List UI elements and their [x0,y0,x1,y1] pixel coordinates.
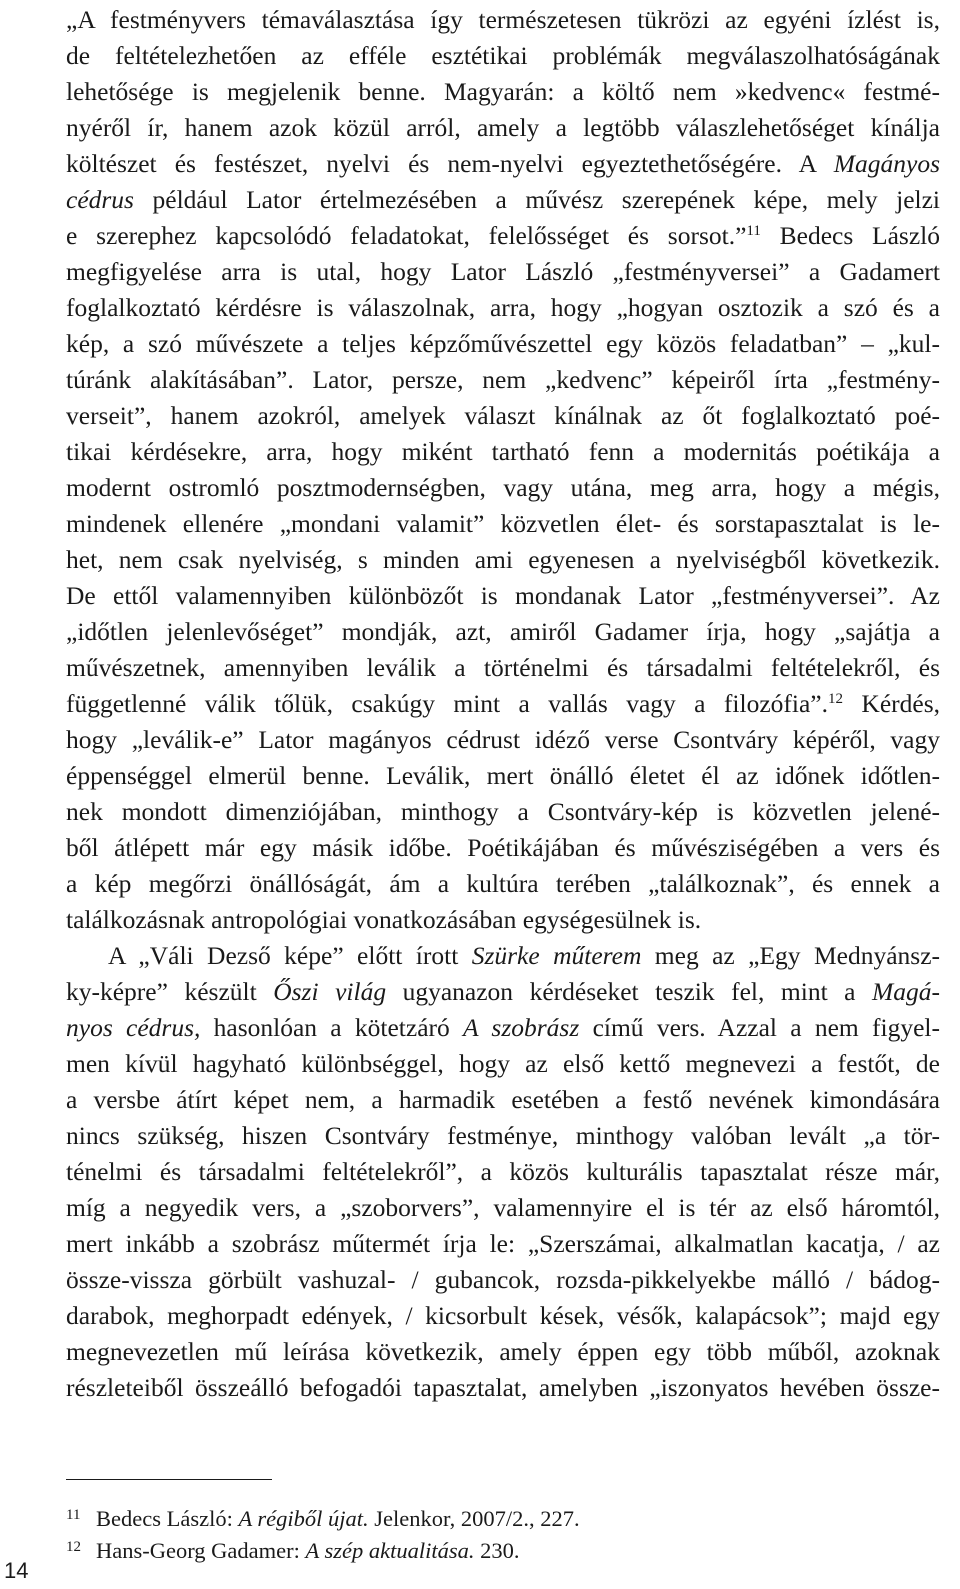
body-line: részleteiből összeálló befogadói tapasztalat, amelyben „iszonyatos hevében össze- [66,1373,940,1402]
italic-title: Magá- [872,977,940,1006]
body-line: „időtlen jelenlevőséget” mondják, azt, amiről Gadamer írja, hogy „sajátja a [66,617,940,646]
body-line: találkozásnak antropológiai vonatkozásában egységesülnek is. [66,905,702,934]
body-line: verseit”, hanem azokról, amelyek választ kínálnak az őt foglalkoztató poé- [66,401,940,430]
footnote-ref: 11 [746,223,761,239]
footnote: 11 Bedecs László: A régiből újat. Jelenkor, 2007/2., 227. [66,1500,940,1534]
italic-title: Magányos [833,149,940,178]
body-line [66,1406,940,1442]
body-line: lehetősége is megjelenik benne. Magyarán: a költő nem »kedvenc« festmé- [66,77,940,106]
body-line: míg a negyedik vers, a „szoborvers”, valamennyire el is tér az első háromtól, [66,1193,940,1222]
footnote-number: 11 [66,1507,81,1523]
footnote-number: 12 [66,1539,81,1555]
body-line: ky-képre” készült Őszi világ ugyanazon kérdéseket teszik fel, mint a Magá- [66,977,940,1006]
italic-title: A régiből újat. [238,1506,369,1531]
body-line: e szerephez kapcsolódó feladatokat, felelősséget és sorsot.”$^{11}$ Bedecs László [66,221,940,250]
body-line: modernt ostromló posztmodernségben, vagy utána, meg arra, hogy a mégis, [66,473,940,502]
body-line: művészetnek, amennyiben leválik a történelmi és társadalmi feltételekről, és [66,653,940,682]
body-line: nek mondott dimenziójában, minthogy a Csontváry-kép is közvetlen jelené- [66,797,940,826]
body-line: foglalkoztató kérdésre is válaszolnak, arra, hogy „hogyan osztozik a szó és a [66,293,940,322]
body-line: megfigyelése arra is utal, hogy Lator László „festményversei” a Gadamert [66,257,940,286]
italic-title: nyos cédrus, [66,1013,201,1042]
body-line: éppenséggel elmerül benne. Leválik, mert önálló életet él az időnek időtlen- [66,761,940,790]
footnote-divider [66,1479,272,1480]
footnote-ref: 12 [827,691,843,707]
body-line: függetlenné válik tőlük, csakúgy mint a vallás vagy a filozófia”.$^{12}$ Kérdés, [66,689,940,718]
body-line: nincs szükség, hiszen Csontváry festménye, minthogy valóban levált „a tör- [66,1121,940,1150]
body-line: darabok, meghorpadt edények, / kicsorbult kések, vésők, kalapácsok”; majd egy [66,1301,940,1330]
body-line: nyéről ír, hanem azok közül arról, amely a legtöbb válaszlehetőséget kínálja [66,113,940,142]
body-line: De ettől valamennyiben különbözőt is mondanak Lator „festményversei”. Az [66,581,940,610]
body-line: a kép megőrzi önállóságát, ám a kultúra terében „találkoznak”, és ennek a [66,869,940,898]
body-line: het, nem csak nyelviség, s minden ami egyenesen a nyelviségből következik. [66,545,940,574]
italic-title: A szobrász [463,1013,580,1042]
body-line: kép, a szó művészete a teljes képzőművészettel egy közös feladatban” – „kul- [66,329,940,358]
body-line: össze-vissza görbült vashuzal- / gubancok, rozsda-pikkelyekbe málló / bádog- [66,1265,940,1294]
body-line: nyos cédrus, hasonlóan a kötetzáró A szobrász című vers. Azzal a nem figyel- [66,1013,940,1042]
body-line: mindenek ellenére „mondani valamit” közvetlen élet- és sorstapasztalat is le- [66,509,940,538]
italic-title: cédrus [66,185,134,214]
body-line: „A festményvers témaválasztása így természetesen tükrözi az egyéni ízlést is, [66,5,940,34]
body-line: tikai kérdésekre, arra, hogy miként tartható fenn a modernitás poétikája a [66,437,940,466]
body-line: cédrus például Lator értelmezésében a művész szerepének képe, mely jelzi [66,185,940,214]
footnote: 12 Hans-Georg Gadamer: A szép aktualitása. 230. [66,1532,940,1566]
body-line: megnevezetlen mű leírása következik, amely éppen egy több műből, azoknak [66,1337,940,1366]
italic-title: Szürke műterem [471,941,642,970]
italic-title: Őszi világ [273,977,387,1006]
body-line: hogy „leválik-e” Lator magányos cédrust idéző verse Csontváry képéről, vagy [66,725,940,754]
body-line: túránk alakításában”. Lator, persze, nem „kedvenc” képeiről írta „festmény- [66,365,940,394]
page-number: 14 [4,1558,29,1583]
body-line: men kívül hagyható különbséggel, hogy az első kettő megnevezi a festőt, de [66,1049,940,1078]
body-line: költészet és festészet, nyelvi és nem-nyelvi egyeztethetőségére. A Magányos [66,149,940,178]
body-line: a versbe átírt képet nem, a harmadik esetében a festő nevének kimondására [66,1085,940,1114]
body-line: de feltételezhetően az efféle esztétikai problémák megválaszolhatóságának [66,41,940,70]
body-line: ből átlépett már egy másik időbe. Poétikájában és művésziségében a vers és [66,833,940,862]
italic-title: A szép aktualitása. [305,1538,475,1563]
body-line: A „Váli Dezső képe” előtt írott Szürke műterem meg az „Egy Mednyánsz- [108,941,940,970]
body-line: ténelmi és társadalmi feltételekről”, a közös kulturális tapasztalat része már, [66,1157,940,1186]
body-line: mert inkább a szobrász műtermét írja le: „Szerszámai, alkalmatlan kacatja, / az [66,1229,940,1258]
